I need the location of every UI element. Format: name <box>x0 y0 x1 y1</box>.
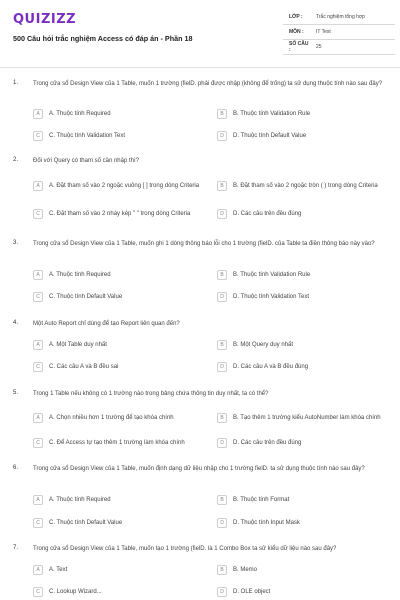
option-text: D. Các câu trên đều đúng <box>233 439 302 446</box>
option-text: B. Thuộc tính Validation Rule <box>233 271 311 278</box>
option-text: D. Thuộc tính Validation Text <box>233 293 310 300</box>
option-text: A. Một Table duy nhất <box>49 341 107 348</box>
option-text: B. Đặt tham số vào 2 ngoặc tròn ( ) trong dòng Criteria <box>233 182 378 189</box>
question-text: Trong cửa sổ Design View của 1 Table, muốn 1 trường (fielD. phải được nhập (không để trống) ta sử dụng thuộc tính nào sau đây? <box>33 81 383 87</box>
question-text: Trong cửa sổ Design View của 1 Table, muốn tạo 1 trường (fielD. là 1 Combo Box ta sử kiểu dữ liệu nào sau đây? <box>33 546 337 552</box>
option-badge: B <box>217 340 227 350</box>
option-text: D. Thuộc tính Input Mask <box>233 519 300 526</box>
option-text: C. Để Access tự tạo thêm 1 trường làm khóa chính <box>49 439 185 446</box>
option-badge: B <box>217 109 227 119</box>
option-badge: C <box>33 518 43 528</box>
option-badge: D <box>217 292 227 302</box>
option-text: C. Thuộc tính Default Value <box>49 293 123 300</box>
option-text: C. Thuộc tính Default Value <box>49 519 123 526</box>
answer-option[interactable] <box>33 289 201 305</box>
option-badge: C <box>33 292 43 302</box>
answer-option[interactable] <box>217 206 385 222</box>
option-badge: B <box>217 181 227 191</box>
answer-option[interactable] <box>33 492 201 508</box>
question-text: Đối với Query có tham số cần nhập thì? <box>33 158 139 164</box>
option-badge: C <box>33 131 43 141</box>
answer-option[interactable] <box>217 435 385 451</box>
option-text: B. Thuộc tính Validation Rule <box>233 110 311 117</box>
answer-option[interactable] <box>33 562 201 578</box>
answer-option[interactable] <box>217 289 385 305</box>
option-text: C. Các câu A và B đều sai <box>49 363 119 370</box>
option-badge: C <box>33 362 43 372</box>
option-badge: B <box>217 270 227 280</box>
meta-value: 25 <box>316 44 322 50</box>
option-badge: A <box>33 270 43 280</box>
question-number: 3. <box>13 240 19 246</box>
question-text: Trong cửa sổ Design View của 1 Table, muốn ghi 1 dòng thông báo lỗi cho 1 trường (fielD. của Table ta điền thông báo này vào? <box>33 241 375 247</box>
option-text: B. Một Query duy nhất <box>233 341 294 348</box>
option-badge: D <box>217 209 227 219</box>
answer-option[interactable] <box>217 584 385 600</box>
option-badge: D <box>217 518 227 528</box>
option-badge: A <box>33 340 43 350</box>
answer-option[interactable] <box>217 337 385 353</box>
option-text: D. Các câu A và B đều đúng <box>233 363 309 370</box>
option-text: C. Lookup Wizard... <box>49 588 102 595</box>
option-text: A. Thuộc tính Required <box>49 496 111 503</box>
answer-option[interactable] <box>33 106 201 122</box>
answer-option[interactable] <box>217 562 385 578</box>
answer-option[interactable] <box>217 492 385 508</box>
worksheet-header <box>0 0 400 68</box>
option-text: C. Thuộc tính Validation Text <box>49 132 126 139</box>
question-text: Một Auto Report chỉ dùng để tạo Report liên quan đến? <box>33 321 180 327</box>
question-text: Trong cửa sổ Design View của 1 Table, muốn định dạng dữ liệu nhập cho 1 trường fielD. ta sử dụng thuộc tính nào sau đây? <box>33 466 365 472</box>
answer-option[interactable] <box>33 410 201 426</box>
answer-option[interactable] <box>217 359 385 375</box>
option-badge: D <box>217 362 227 372</box>
answer-option[interactable] <box>217 106 385 122</box>
option-badge: D <box>217 438 227 448</box>
answer-option[interactable] <box>33 435 201 451</box>
answer-option[interactable] <box>33 584 201 600</box>
answer-option[interactable] <box>217 178 385 194</box>
answer-option[interactable] <box>33 337 201 353</box>
meta-label: MÔN : <box>289 29 304 35</box>
option-badge: B <box>217 495 227 505</box>
option-text: D. OLE object <box>233 588 271 595</box>
option-text: A. Text <box>49 566 68 573</box>
answer-option[interactable] <box>33 359 201 375</box>
option-text: A. Thuộc tính Required <box>49 110 111 117</box>
option-text: B. Memo <box>233 566 258 573</box>
option-badge: A <box>33 181 43 191</box>
option-text: A. Đặt tham số vào 2 ngoặc vuông [ ] trong dòng Criteria <box>49 182 200 189</box>
meta-row-subject <box>283 25 395 40</box>
answer-option[interactable] <box>33 267 201 283</box>
question-number: 1. <box>13 80 19 86</box>
worksheet-meta <box>283 10 395 55</box>
option-badge: A <box>33 495 43 505</box>
answer-option[interactable] <box>33 128 201 144</box>
meta-value: IT Test <box>316 29 331 35</box>
question-number: 2. <box>13 157 19 163</box>
option-text: C. Đặt tham số vào 2 nháy kép " " trong dòng Criteria <box>49 210 191 217</box>
quizizz-logo[interactable]: QUIZIZZ <box>13 12 77 27</box>
option-badge: C <box>33 209 43 219</box>
question-number: 5. <box>13 390 19 396</box>
question-number: 4. <box>13 320 19 326</box>
option-text: B. Tạo thêm 1 trường kiểu AutoNumber làm khóa chính <box>233 414 381 421</box>
option-text: D. Các câu trên đều đúng <box>233 210 302 217</box>
meta-row-count <box>283 40 395 55</box>
answer-option[interactable] <box>33 515 201 531</box>
header-divider <box>0 67 400 68</box>
answer-option[interactable] <box>217 410 385 426</box>
option-badge: A <box>33 109 43 119</box>
option-badge: A <box>33 565 43 575</box>
question-number: 6. <box>13 465 19 471</box>
answer-option[interactable] <box>217 267 385 283</box>
option-badge: D <box>217 131 227 141</box>
meta-label: LỚP : <box>289 14 303 20</box>
answer-option[interactable] <box>217 515 385 531</box>
option-text: A. Thuộc tính Required <box>49 271 111 278</box>
question-text: Trong 1 Table nếu không có 1 trường nào trong bảng chứa thông tin duy nhất, ta có thể? <box>33 391 269 397</box>
answer-option[interactable] <box>33 206 201 222</box>
option-badge: B <box>217 413 227 423</box>
option-badge: B <box>217 565 227 575</box>
meta-row-class <box>283 10 395 25</box>
question-number: 7. <box>13 545 19 551</box>
option-text: A. Chọn nhiều hơn 1 trường để tạo khóa chính <box>49 414 174 421</box>
option-text: D. Thuộc tính Default Value <box>233 132 307 139</box>
option-badge: D <box>217 587 227 597</box>
answer-option[interactable] <box>33 178 201 194</box>
option-badge: C <box>33 587 43 597</box>
page-title: 500 Câu hỏi trắc nghiệm Access có đáp án - Phần 18 <box>13 34 193 43</box>
option-badge: C <box>33 438 43 448</box>
option-badge: A <box>33 413 43 423</box>
meta-label: SỐ CÂU : <box>289 41 309 53</box>
option-text: B. Thuộc tính Format <box>233 496 290 503</box>
meta-value: Trắc nghiệm tổng hợp <box>316 14 365 20</box>
answer-option[interactable] <box>217 128 385 144</box>
